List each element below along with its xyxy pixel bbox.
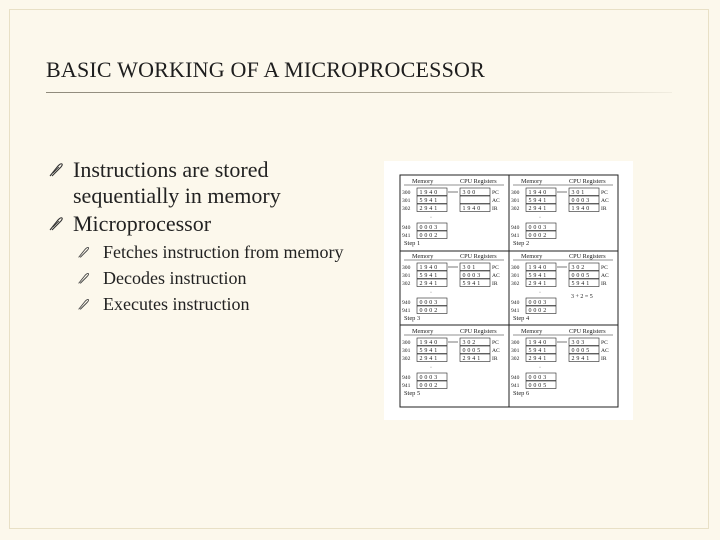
register-name: AC bbox=[492, 198, 500, 204]
ellipsis: · bbox=[539, 215, 541, 221]
slide-title: BASIC WORKING OF A MICROPROCESSOR bbox=[46, 57, 485, 82]
memory-address: 301 bbox=[511, 198, 520, 204]
memory-address: 300 bbox=[402, 340, 411, 346]
feather-quill-icon bbox=[77, 246, 90, 259]
memory-value: 2 9 4 1 bbox=[419, 281, 438, 287]
ellipsis: · bbox=[430, 365, 432, 371]
memory-value: 0 0 0 3 bbox=[528, 225, 547, 231]
step-label: Step 6 bbox=[513, 390, 530, 397]
register-name: AC bbox=[492, 273, 500, 279]
memory-value: 0 0 0 3 bbox=[419, 375, 438, 381]
memory-value: 5 9 4 1 bbox=[419, 348, 438, 354]
register-cell bbox=[460, 196, 490, 204]
sub-bullet-executes bbox=[73, 291, 378, 317]
step-label: Step 5 bbox=[404, 390, 421, 397]
memory-heading: Memory bbox=[412, 178, 434, 185]
memory-address: 300 bbox=[402, 190, 411, 196]
memory-address: 941 bbox=[511, 383, 520, 389]
memory-value: 1 9 4 0 bbox=[528, 340, 547, 346]
memory-address: 302 bbox=[511, 206, 520, 212]
register-value: 5 9 4 1 bbox=[462, 281, 481, 287]
register-name: IR bbox=[601, 281, 607, 287]
memory-value: 5 9 4 1 bbox=[528, 273, 547, 279]
register-name: PC bbox=[601, 340, 608, 346]
feather-quill-icon bbox=[48, 216, 64, 232]
memory-address: 940 bbox=[402, 225, 411, 231]
register-name: PC bbox=[492, 190, 499, 196]
memory-address: 302 bbox=[511, 356, 520, 362]
register-name: PC bbox=[601, 265, 608, 271]
title-underline bbox=[46, 92, 672, 93]
register-name: PC bbox=[601, 190, 608, 196]
memory-value: 2 9 4 1 bbox=[419, 356, 438, 362]
memory-address: 941 bbox=[402, 233, 411, 239]
memory-value: 0 0 0 3 bbox=[419, 300, 438, 306]
bullet-text-line-1: Instructions are stored bbox=[73, 157, 269, 182]
register-value: 5 9 4 1 bbox=[571, 281, 590, 287]
memory-address: 301 bbox=[511, 273, 520, 279]
memory-address: 941 bbox=[402, 308, 411, 314]
memory-address: 300 bbox=[402, 265, 411, 271]
memory-heading: Memory bbox=[521, 253, 543, 260]
register-value: 3 0 2 bbox=[462, 340, 476, 346]
memory-value: 0 0 0 3 bbox=[528, 375, 547, 381]
memory-address: 300 bbox=[511, 265, 520, 271]
step-label: Step 4 bbox=[513, 315, 530, 322]
feather-quill-icon bbox=[77, 272, 90, 285]
addition-note: 3 + 2 = 5 bbox=[571, 294, 593, 300]
register-name: IR bbox=[492, 356, 498, 362]
ellipsis: · bbox=[430, 290, 432, 296]
memory-heading: Memory bbox=[521, 328, 543, 335]
memory-address: 940 bbox=[402, 375, 411, 381]
registers-heading: CPU Registers bbox=[569, 253, 606, 260]
register-value: 0 0 0 3 bbox=[571, 198, 590, 204]
register-name: PC bbox=[492, 340, 499, 346]
step-label: Step 1 bbox=[404, 240, 421, 247]
memory-value: 0 0 0 3 bbox=[419, 225, 438, 231]
sub-bullet-text: Executes instruction bbox=[103, 294, 250, 314]
memory-value: 5 9 4 1 bbox=[528, 348, 547, 354]
bullet-list bbox=[48, 157, 378, 317]
memory-heading: Memory bbox=[412, 328, 434, 335]
register-value: 3 0 1 bbox=[571, 190, 585, 196]
memory-address: 940 bbox=[511, 300, 520, 306]
memory-address: 941 bbox=[402, 383, 411, 389]
register-name: AC bbox=[601, 198, 609, 204]
register-value: 2 9 4 1 bbox=[571, 356, 590, 362]
memory-value: 5 9 4 1 bbox=[419, 273, 438, 279]
register-name: IR bbox=[492, 281, 498, 287]
registers-heading: CPU Registers bbox=[460, 328, 497, 335]
memory-address: 300 bbox=[511, 340, 520, 346]
memory-heading: Memory bbox=[412, 253, 434, 260]
register-name: IR bbox=[601, 356, 607, 362]
memory-value: 1 9 4 0 bbox=[528, 265, 547, 271]
bullet-text-line-2: sequentially in memory bbox=[73, 183, 281, 208]
feather-quill-icon bbox=[77, 298, 90, 311]
register-name: PC bbox=[492, 265, 499, 271]
registers-heading: CPU Registers bbox=[460, 253, 497, 260]
register-value: 0 0 0 5 bbox=[571, 348, 590, 354]
registers-heading: CPU Registers bbox=[569, 178, 606, 185]
memory-address: 940 bbox=[511, 375, 520, 381]
memory-value: 2 9 4 1 bbox=[528, 356, 547, 362]
memory-value: 0 0 0 2 bbox=[419, 308, 438, 314]
register-value: 1 9 4 0 bbox=[462, 206, 481, 212]
bullet-text: Microprocessor bbox=[73, 211, 212, 236]
register-value: 1 9 4 0 bbox=[571, 206, 590, 212]
step-label: Step 2 bbox=[513, 240, 530, 247]
register-value: 0 0 0 5 bbox=[571, 273, 590, 279]
feather-quill-icon bbox=[48, 162, 64, 178]
memory-value: 2 9 4 1 bbox=[528, 281, 547, 287]
instruction-cycle-diagram bbox=[384, 161, 633, 420]
memory-value: 0 0 0 5 bbox=[528, 383, 547, 389]
memory-value: 0 0 0 2 bbox=[419, 383, 438, 389]
register-name: IR bbox=[492, 206, 498, 212]
memory-value: 0 0 0 2 bbox=[528, 308, 547, 314]
ellipsis: · bbox=[430, 215, 432, 221]
memory-value: 0 0 0 2 bbox=[528, 233, 547, 239]
register-value: 3 0 0 bbox=[462, 190, 476, 196]
memory-value: 1 9 4 0 bbox=[419, 265, 438, 271]
step-label: Step 3 bbox=[404, 315, 421, 322]
memory-address: 302 bbox=[402, 206, 411, 212]
memory-value: 2 9 4 1 bbox=[419, 206, 438, 212]
memory-address: 301 bbox=[402, 273, 411, 279]
register-value: 2 9 4 1 bbox=[462, 356, 481, 362]
memory-value: 2 9 4 1 bbox=[528, 206, 547, 212]
memory-value: 0 0 0 2 bbox=[419, 233, 438, 239]
sub-bullet-text: Decodes instruction bbox=[103, 268, 247, 288]
sub-bullet-text: Fetches instruction from memory bbox=[103, 242, 344, 262]
registers-heading: CPU Registers bbox=[569, 328, 606, 335]
ellipsis: · bbox=[539, 365, 541, 371]
memory-heading: Memory bbox=[521, 178, 543, 185]
register-value: 3 0 2 bbox=[571, 265, 585, 271]
memory-address: 941 bbox=[511, 308, 520, 314]
register-name: AC bbox=[601, 273, 609, 279]
memory-address: 302 bbox=[402, 356, 411, 362]
sub-bullet-fetches bbox=[73, 239, 378, 265]
memory-address: 940 bbox=[402, 300, 411, 306]
register-name: IR bbox=[601, 206, 607, 212]
memory-address: 940 bbox=[511, 225, 520, 231]
instruction-cycle-figure bbox=[384, 161, 633, 420]
memory-address: 941 bbox=[511, 233, 520, 239]
ellipsis: · bbox=[539, 290, 541, 296]
memory-value: 1 9 4 0 bbox=[419, 340, 438, 346]
memory-value: 5 9 4 1 bbox=[419, 198, 438, 204]
register-name: AC bbox=[601, 348, 609, 354]
memory-address: 301 bbox=[402, 198, 411, 204]
register-name: AC bbox=[492, 348, 500, 354]
register-value: 3 0 3 bbox=[571, 340, 585, 346]
memory-address: 301 bbox=[402, 348, 411, 354]
memory-address: 302 bbox=[511, 281, 520, 287]
sub-bullet-decodes bbox=[73, 265, 378, 291]
memory-value: 1 9 4 0 bbox=[419, 190, 438, 196]
register-value: 0 0 0 3 bbox=[462, 273, 481, 279]
bullet-instructions-stored bbox=[48, 157, 378, 209]
memory-value: 1 9 4 0 bbox=[528, 190, 547, 196]
registers-heading: CPU Registers bbox=[460, 178, 497, 185]
register-value: 0 0 0 5 bbox=[462, 348, 481, 354]
bullet-microprocessor bbox=[48, 211, 378, 237]
register-value: 3 0 1 bbox=[462, 265, 476, 271]
memory-address: 302 bbox=[402, 281, 411, 287]
memory-value: 5 9 4 1 bbox=[528, 198, 547, 204]
memory-address: 300 bbox=[511, 190, 520, 196]
memory-value: 0 0 0 3 bbox=[528, 300, 547, 306]
memory-address: 301 bbox=[511, 348, 520, 354]
